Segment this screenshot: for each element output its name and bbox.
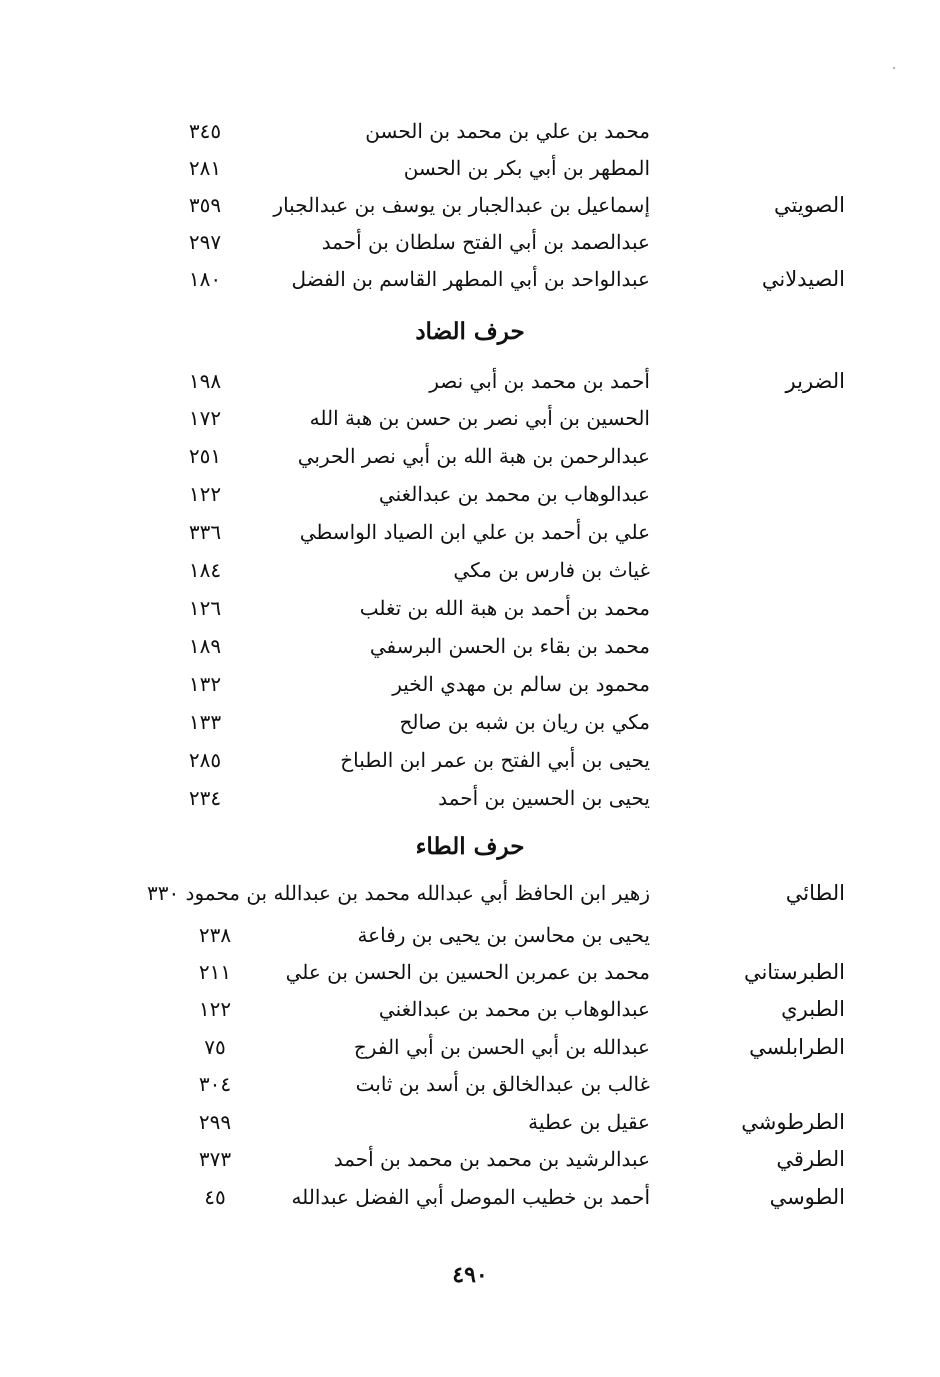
entry-page-number: ٢٩٧ (188, 230, 222, 254)
index-entry (0, 1105, 940, 1139)
entry-name: عبدالوهاب بن محمد بن عبدالغني (378, 997, 650, 1021)
entry-page-number: ٢٥١ (188, 444, 222, 468)
entry-page-number: ١٨٠ (188, 267, 222, 291)
entry-nisba: الصويتي (774, 193, 845, 217)
entry-name: يحيى بن محاسن بن يحيى بن رفاعة (357, 923, 650, 947)
index-entry (0, 591, 940, 625)
entry-page-number: ٢٨٥ (188, 748, 222, 772)
section-heading: حرف الطاء (415, 833, 525, 860)
page-number: ٤٩٠ (452, 1262, 488, 1288)
index-entry-long (0, 876, 940, 910)
entry-page-number: ٣٧٣ (198, 1147, 232, 1171)
entry-name: إسماعيل بن عبدالجبار بن يوسف بن عبدالجبار (273, 193, 650, 217)
section-heading: حرف الضاد (415, 318, 525, 345)
entry-name: علي بن أحمد بن علي ابن الصياد الواسطي (299, 520, 650, 544)
entry-page-number: ١٢٦ (188, 596, 222, 620)
entry-name: غالب بن عبدالخالق بن أسد بن ثابت (355, 1072, 650, 1096)
entry-page-number: ٢٣٤ (188, 786, 222, 810)
index-entry (0, 992, 940, 1026)
index-entry (0, 151, 940, 185)
entry-page-number: ٧٥ (204, 1035, 226, 1059)
entry-nisba: الطرابلسي (749, 1035, 845, 1059)
index-entry (0, 1030, 940, 1064)
index-entry (0, 667, 940, 701)
entry-nisba: الطوسي (769, 1185, 845, 1209)
index-entry (0, 225, 940, 259)
index-entry (0, 743, 940, 777)
entry-page-number: ٢٣٨ (198, 923, 232, 947)
scan-speck (893, 67, 895, 69)
index-entry (0, 262, 940, 296)
index-entry (0, 401, 940, 435)
entry-name: محمد بن أحمد بن هبة الله بن تغلب (359, 596, 650, 620)
index-entry (0, 1067, 940, 1101)
entry-name: محمد بن بقاء بن الحسن البرسفي (369, 634, 650, 658)
index-entry (0, 477, 940, 511)
index-entry (0, 705, 940, 739)
entry-page-number: ٤٥ (204, 1185, 226, 1209)
entry-page-number: ١٢٢ (198, 997, 232, 1021)
entry-page-number: ١٨٤ (188, 558, 222, 582)
entry-page-number: ٣٣٦ (188, 520, 222, 544)
index-entry (0, 515, 940, 549)
entry-page-number: ٢٨١ (188, 156, 222, 180)
entry-name: عبدالواحد بن أبي المطهر القاسم بن الفضل (291, 267, 650, 291)
index-entry (0, 553, 940, 587)
entry-name: محمد بن عمربن الحسين بن الحسن بن علي (285, 960, 650, 984)
entry-page-number: ١٣٣ (188, 710, 222, 734)
entry-nisba: الطبرستاني (743, 960, 845, 984)
entry-name: محمد بن علي بن محمد بن الحسن (365, 119, 650, 143)
index-entry (0, 1180, 940, 1214)
index-entry (0, 918, 940, 952)
entry-name: يحيى بن الحسين بن أحمد (438, 786, 650, 810)
entry-page-number: ١٨٩ (188, 634, 222, 658)
index-entry (0, 114, 940, 148)
entry-name: عبدالوهاب بن محمد بن عبدالغني (378, 482, 650, 506)
entry-page-number: ٢٩٩ (198, 1110, 232, 1134)
entry-nisba: الضرير (785, 369, 845, 393)
entry-nisba: الصيدلاني (761, 267, 845, 291)
entry-name: مكي بن ريان بن شبه بن صالح (399, 710, 650, 734)
entry-name: يحيى بن أبي الفتح بن عمر ابن الطباخ (340, 748, 650, 772)
index-entry (0, 439, 940, 473)
index-entry (0, 364, 940, 398)
index-entry (0, 1142, 940, 1176)
entry-page-number: ٣٤٥ (188, 119, 222, 143)
entry-name: أحمد بن خطيب الموصل أبي الفضل عبدالله (291, 1185, 650, 1209)
entry-nisba: الطائي (785, 881, 845, 905)
entry-name: عبدالرشيد بن محمد بن محمد بن أحمد (333, 1147, 650, 1171)
index-entry (0, 781, 940, 815)
index-entry (0, 629, 940, 663)
entry-name: غياث بن فارس بن مكي (453, 558, 650, 582)
entry-page-number: ٣٠٤ (198, 1072, 232, 1096)
entry-name: الحسين بن أبي نصر بن حسن بن هبة الله (309, 406, 650, 430)
entry-page-number: ١٣٢ (188, 672, 222, 696)
entry-page-number: ٢١١ (198, 960, 232, 984)
index-entry (0, 955, 940, 989)
entry-nisba: الطرطوشي (741, 1110, 845, 1134)
entry-name: عبدالله بن أبي الحسن بن أبي الفرج (353, 1035, 650, 1059)
entry-name: المطهر بن أبي بكر بن الحسن (403, 156, 650, 180)
entry-name: عبدالرحمن بن هبة الله بن أبي نصر الحربي (297, 444, 650, 468)
index-entry (0, 188, 940, 222)
entry-page-number: ١٧٢ (188, 406, 222, 430)
entry-page-number: ٣٥٩ (188, 193, 222, 217)
entry-name: عقيل بن عطية (528, 1110, 650, 1134)
entry-name: محمود بن سالم بن مهدي الخير (392, 672, 650, 696)
entry-page-number: ١٩٨ (188, 369, 222, 393)
entry-nisba: الطبري (781, 997, 845, 1021)
entry-nisba: الطرقي (776, 1147, 845, 1171)
entry-name: أحمد بن محمد بن أبي نصر (429, 369, 650, 393)
entry-name-with-page: زهير ابن الحافظ أبي عبدالله محمد بن عبدالله بن محمود ٣٣٠ (146, 881, 650, 905)
entry-page-number: ١٢٢ (188, 482, 222, 506)
entry-name: عبدالصمد بن أبي الفتح سلطان بن أحمد (321, 230, 650, 254)
